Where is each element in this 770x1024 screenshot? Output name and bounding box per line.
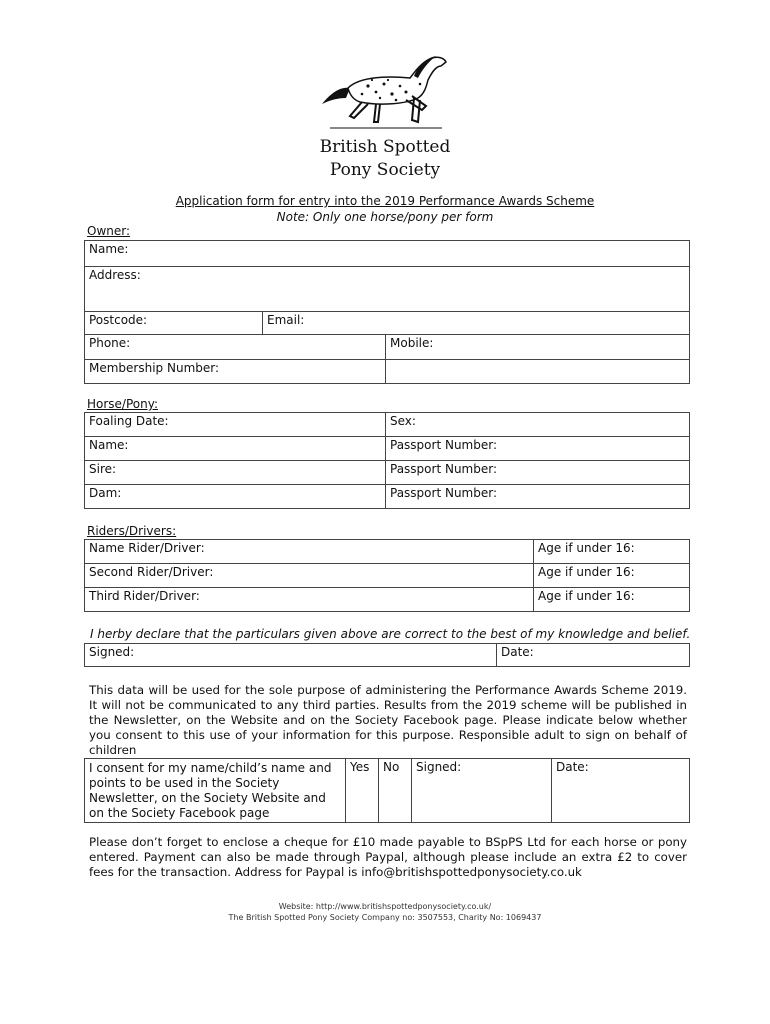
logo-line-1: British Spotted bbox=[319, 137, 451, 157]
horse-heading: Horse/Pony: bbox=[87, 397, 159, 411]
passport-number-field-2[interactable]: Passport Number: bbox=[386, 461, 690, 485]
passport-number-field-1[interactable]: Passport Number: bbox=[386, 437, 690, 461]
passport-number-field-3[interactable]: Passport Number: bbox=[386, 485, 690, 509]
consent-no-box[interactable]: No bbox=[379, 759, 412, 823]
footer-company: The British Spotted Pony Society Company no: 3507553, Charity No: 1069437 bbox=[228, 913, 542, 922]
owner-mobile-field[interactable]: Mobile: bbox=[386, 335, 690, 360]
owner-name-field[interactable]: Name: bbox=[85, 241, 690, 267]
dam-field[interactable]: Dam: bbox=[85, 485, 386, 509]
payment-notice: Please don’t forget to enclose a cheque for £10 made payable to BSpPS Ltd for each horse or pony entered. Payment can also be made through Paypal, although please include an extra £2 to cover fees for the transaction. Address for Paypal is info@britishspottedponysociety.co.uk bbox=[89, 835, 687, 879]
logo-line-2: Pony Society bbox=[329, 160, 441, 180]
consent-signed-field[interactable]: Signed: bbox=[412, 759, 552, 823]
declaration-signed-field[interactable]: Signed: bbox=[85, 644, 497, 667]
owner-email-field[interactable]: Email: bbox=[263, 312, 690, 335]
data-notice: This data will be used for the sole purpose of administering the Performance Awards Scheme 2019. It will not be communicated to any third parties. Results from the 2019 scheme will be published in the Newsletter, on the Website and on the Society Facebook page. Please indicate below whether you consent to this use of your information for this purpose. Responsible adult to sign on behalf of children bbox=[89, 683, 687, 757]
sex-field[interactable]: Sex: bbox=[386, 413, 690, 437]
rider-1-field[interactable]: Name Rider/Driver: bbox=[85, 540, 534, 564]
society-logo bbox=[290, 48, 480, 182]
rider-3-field[interactable]: Third Rider/Driver: bbox=[85, 588, 534, 612]
declaration-text: I herby declare that the particulars given above are correct to the best of my knowledge and belief. bbox=[90, 627, 691, 641]
owner-membership-value[interactable] bbox=[386, 360, 690, 384]
footer-website: Website: http://www.britishspottedponysociety.co.uk/ bbox=[278, 902, 492, 911]
owner-address-field[interactable]: Address: bbox=[85, 267, 690, 312]
owner-table bbox=[84, 240, 690, 384]
spotted-pony-icon bbox=[310, 48, 460, 134]
horse-name-field[interactable]: Name: bbox=[85, 437, 386, 461]
rider-2-age-field[interactable]: Age if under 16: bbox=[534, 564, 690, 588]
rider-2-field[interactable]: Second Rider/Driver: bbox=[85, 564, 534, 588]
consent-text: I consent for my name/child’s name and points to be used in the Society Newsletter, on the Society Website and on the Society Facebook page bbox=[85, 759, 346, 823]
rider-1-age-field[interactable]: Age if under 16: bbox=[534, 540, 690, 564]
owner-membership-field[interactable]: Membership Number: bbox=[85, 360, 386, 384]
owner-heading: Owner: bbox=[87, 224, 131, 238]
form-note: Note: Only one horse/pony per form bbox=[276, 210, 494, 224]
horse-table bbox=[84, 412, 690, 509]
consent-yes-box[interactable]: Yes bbox=[346, 759, 379, 823]
riders-heading: Riders/Drivers: bbox=[87, 524, 177, 538]
consent-date-field[interactable]: Date: bbox=[552, 759, 690, 823]
declaration-table bbox=[84, 643, 690, 667]
form-title: Application form for entry into the 2019 Performance Awards Scheme bbox=[175, 194, 595, 208]
foaling-date-field[interactable]: Foaling Date: bbox=[85, 413, 386, 437]
owner-phone-field[interactable]: Phone: bbox=[85, 335, 386, 360]
declaration-date-field[interactable]: Date: bbox=[497, 644, 690, 667]
sire-field[interactable]: Sire: bbox=[85, 461, 386, 485]
riders-table bbox=[84, 539, 690, 612]
consent-table bbox=[84, 758, 690, 823]
rider-3-age-field[interactable]: Age if under 16: bbox=[534, 588, 690, 612]
owner-postcode-field[interactable]: Postcode: bbox=[85, 312, 263, 335]
